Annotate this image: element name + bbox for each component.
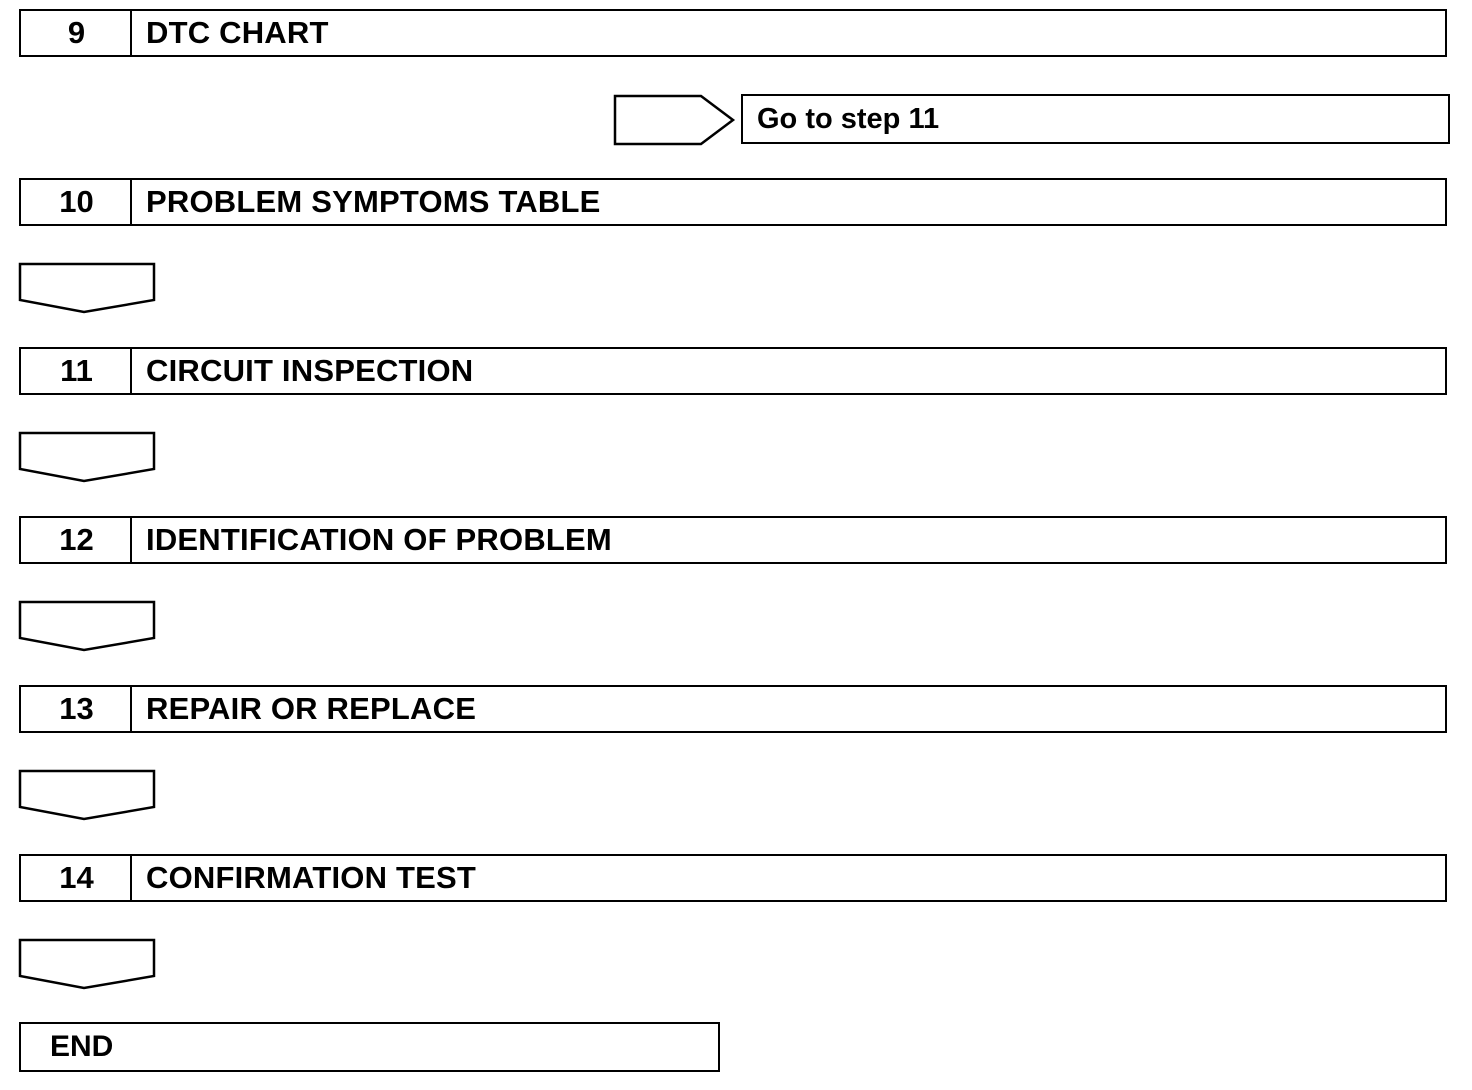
step-14-box: [19, 854, 1447, 902]
right-arrow-icon: [613, 94, 737, 146]
goto-step-box: Go to step 11: [741, 94, 1450, 144]
down-arrow-icon: [18, 262, 156, 314]
step-number: 9: [21, 11, 132, 55]
step-12-box: [19, 516, 1447, 564]
step-9-box: [19, 9, 1447, 57]
step-13-box: [19, 685, 1447, 733]
step-10-box: [19, 178, 1447, 226]
step-title: REPAIR OR REPLACE: [146, 691, 477, 726]
step-number: 11: [21, 349, 132, 393]
step-title: CIRCUIT INSPECTION: [146, 353, 474, 388]
step-number: 12: [21, 518, 132, 562]
step-title: PROBLEM SYMPTOMS TABLE: [146, 184, 601, 219]
step-11-box: [19, 347, 1447, 395]
step-title: IDENTIFICATION OF PROBLEM: [146, 522, 612, 557]
down-arrow-icon: [18, 769, 156, 821]
end-box: END: [19, 1022, 720, 1072]
step-number: 10: [21, 180, 132, 224]
down-arrow-icon: [18, 938, 156, 990]
step-title: DTC CHART: [146, 15, 329, 50]
step-number: 13: [21, 687, 132, 731]
step-title: CONFIRMATION TEST: [146, 860, 477, 895]
down-arrow-icon: [18, 600, 156, 652]
step-number: 14: [21, 856, 132, 900]
down-arrow-icon: [18, 431, 156, 483]
